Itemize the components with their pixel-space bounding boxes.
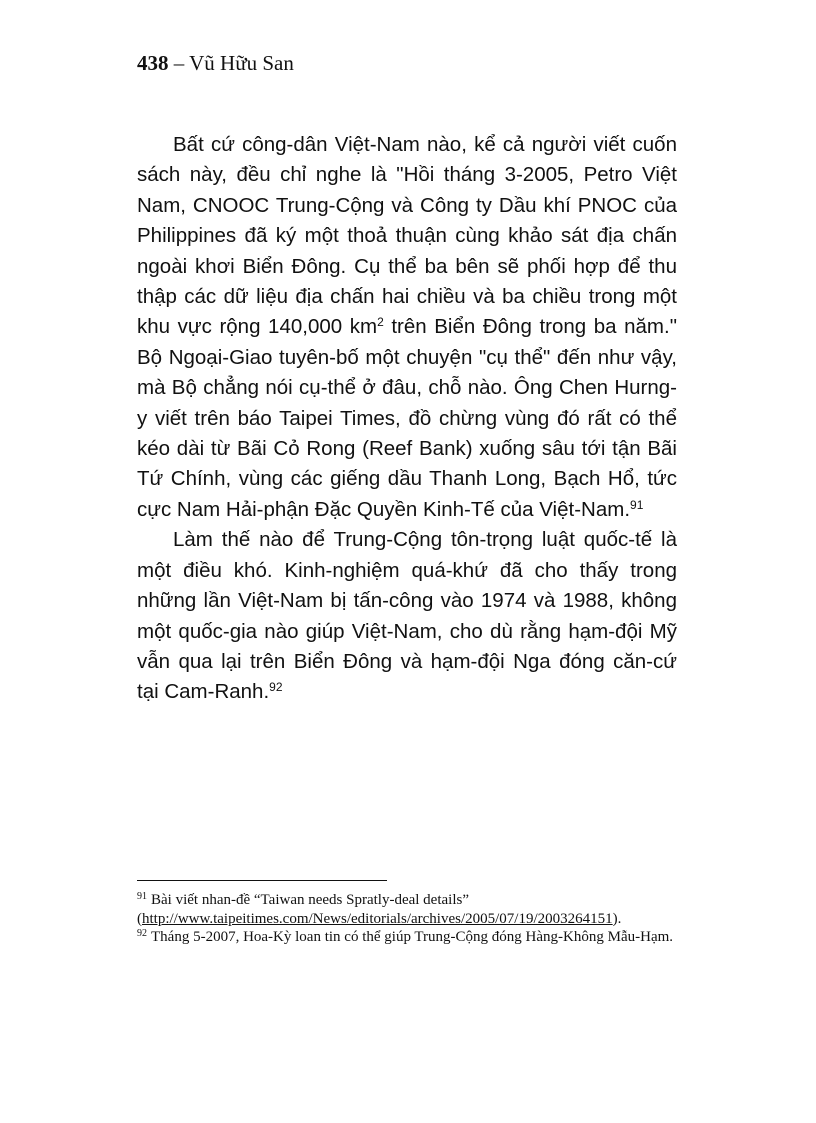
footnote-ref-91[interactable]: 91 bbox=[630, 497, 644, 512]
footnote-91-link-close: ). bbox=[612, 910, 622, 927]
footnote-92-mark: 92 bbox=[137, 928, 147, 939]
footnote-91-link-open: ( bbox=[137, 910, 142, 927]
header-separator: – bbox=[168, 51, 190, 75]
paragraph-1-text-continued: trên Biển Đông trong ba năm." Bộ Ngoại-Giao tuyên-bố một chuyện "cụ thể" đến như vậy, mà Bộ chẳng nói cụ-thể ở đâu, chỗ nào. Ông Chen Hurng-y viết trên báo Taipei Times, đồ chừng vùng đó rất có thể kéo dài từ Bãi Cỏ Rong (Reef Bank) xuống sâu tới tận Bãi Tứ Chính, vùng các giếng dầu Thanh Long, Bạch Hổ, tức cực Nam Hải-phận Đặc Quyền Kinh-Tế của Việt-Nam. bbox=[137, 315, 677, 521]
area-unit-superscript: 2 bbox=[377, 315, 384, 330]
page-number: 438 bbox=[137, 51, 169, 75]
footnote-91-text: Bài viết nhan-đề “Taiwan needs Spratly-deal details” bbox=[151, 892, 469, 908]
main-text bbox=[137, 130, 677, 708]
footnotes bbox=[137, 891, 682, 947]
footnote-91-link[interactable]: http://www.taipeitimes.com/News/editorials/archives/2005/07/19/2003264151 bbox=[142, 910, 613, 927]
paragraph-1-text: Bất cứ công-dân Việt-Nam nào, kể cả người viết cuốn sách này, đều chỉ nghe là "Hồi tháng 3-2005, Petro Việt Nam, CNOOC Trung-Cộng và Công ty Dầu khí PNOC của Philippines đã ký một thoả thuận cùng khảo sát địa chấn ngoài khơi Biển Đông. Cụ thể ba bên sẽ phối hợp để thu thập các dữ liệu địa chấn hai chiều và ba chiều trong một khu vực rộng 140,000 km bbox=[137, 133, 677, 339]
footnote-91-mark: 91 bbox=[137, 891, 147, 902]
header-author: Vũ Hữu San bbox=[189, 51, 294, 75]
paragraph-2-text: Làm thế nào để Trung-Cộng tôn-trọng luật quốc-tế là một điều khó. Kinh-nghiệm quá-khứ đã cho thấy trong những lần Việt-Nam bị tấn-công vào 1974 và 1988, không một quốc-gia nào giúp Việt-Nam, cho dù rằng hạm-đội Mỹ vẫn qua lại trên Biển Đông và hạm-đội Nga đóng căn-cứ tại Cam-Ranh. bbox=[137, 528, 677, 704]
footnote-92 bbox=[137, 928, 682, 947]
footnote-92-text: Tháng 5-2007, Hoa-Kỳ loan tin có thể giúp Trung-Cộng đóng Hàng-Không Mẫu-Hạm. bbox=[151, 929, 674, 945]
footnote-divider bbox=[137, 880, 387, 881]
paragraph-2 bbox=[137, 525, 677, 707]
running-header bbox=[137, 51, 294, 76]
paragraph-1 bbox=[137, 130, 677, 525]
footnote-ref-92[interactable]: 92 bbox=[269, 680, 283, 695]
footnote-91 bbox=[137, 891, 682, 928]
